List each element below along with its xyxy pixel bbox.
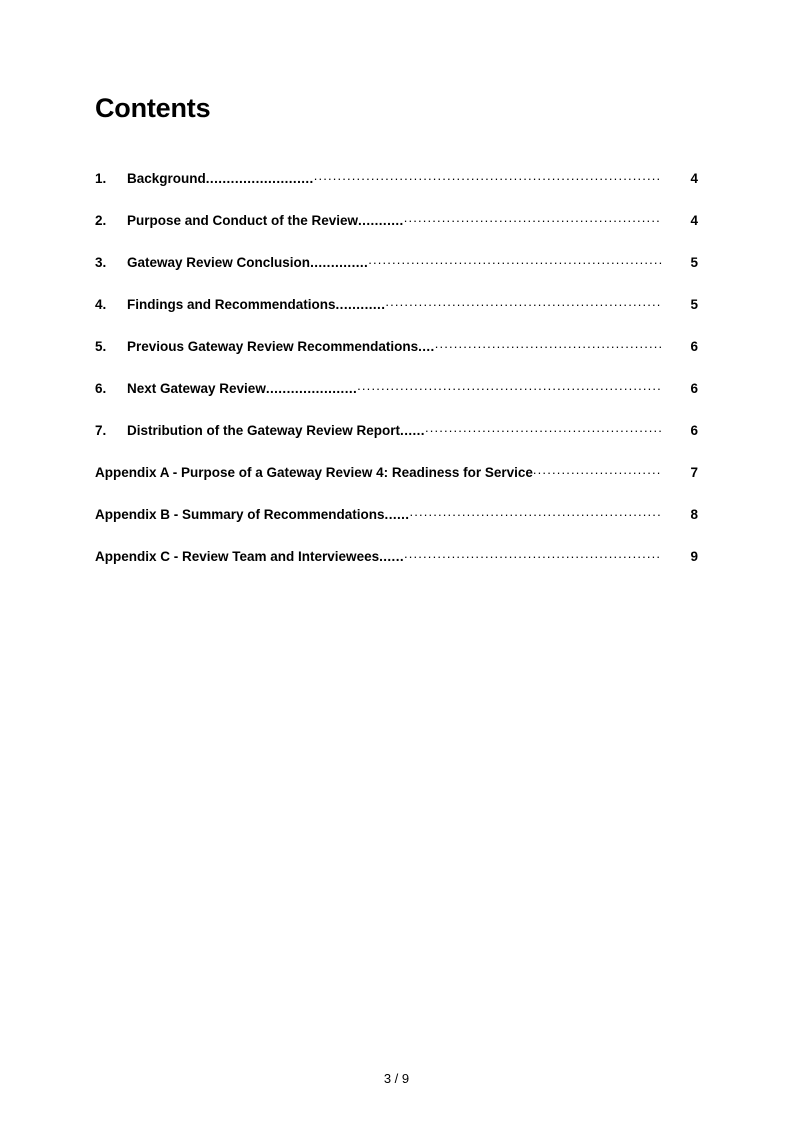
toc-entry-appendix[interactable] [95, 548, 698, 590]
toc-entry[interactable] [95, 338, 698, 380]
toc-entry-label: Purpose and Conduct of the Review [127, 213, 359, 228]
toc-entry[interactable] [95, 296, 698, 338]
toc-dot-leader [314, 170, 662, 183]
toc-entry-label: Distribution of the Gateway Review Report [127, 423, 401, 438]
toc-entry-number: 7. [95, 423, 107, 438]
toc-entry-number: 5. [95, 339, 107, 354]
toc-dot-leader [404, 548, 662, 561]
table-of-contents [95, 170, 698, 590]
toc-entry-page-number: 6 [690, 423, 698, 438]
toc-entry-label: Appendix C - Review Team and Interviewees [95, 549, 380, 564]
toc-entry-label: Previous Gateway Review Recommendations [127, 339, 419, 354]
toc-dot-leader [385, 296, 662, 309]
toc-entry-page-number: 5 [690, 255, 698, 270]
toc-entry[interactable] [95, 212, 698, 254]
toc-entry-page-number: 9 [690, 549, 698, 564]
toc-leader-lead: ...... [384, 507, 410, 522]
page-title: Contents [95, 93, 211, 123]
toc-dot-leader [409, 506, 662, 519]
toc-entry-label: Next Gateway Review [127, 381, 266, 396]
page-footer-indicator: 3 / 9 [383, 1071, 410, 1086]
toc-dot-leader [435, 338, 662, 351]
toc-leader-lead: ........... [358, 213, 404, 228]
toc-entry-appendix[interactable] [95, 464, 698, 506]
toc-entry-page-number: 6 [690, 339, 698, 354]
toc-entry-label: Appendix A - Purpose of a Gateway Review 4: Readiness for Service [95, 465, 533, 480]
toc-dot-leader [533, 464, 662, 477]
toc-dot-leader [425, 422, 662, 435]
toc-dot-leader [357, 380, 662, 393]
toc-entry-label: Gateway Review Conclusion [127, 255, 311, 270]
toc-entry-page-number: 7 [690, 465, 698, 480]
toc-entry-number: 6. [95, 381, 107, 396]
toc-entry-page-number: 4 [690, 171, 698, 186]
toc-leader-lead: ...................... [265, 381, 358, 396]
toc-entry-page-number: 6 [690, 381, 698, 396]
toc-leader-lead: ...... [400, 423, 425, 438]
toc-leader-lead: ...... [379, 549, 404, 564]
toc-entry-page-number: 8 [690, 507, 698, 522]
toc-entry[interactable] [95, 380, 698, 422]
toc-entry-page-number: 5 [690, 297, 698, 312]
toc-entry[interactable] [95, 422, 698, 464]
toc-dot-leader [404, 212, 662, 225]
toc-dot-leader [368, 254, 662, 267]
toc-entry-number: 4. [95, 297, 107, 312]
toc-entry-number: 3. [95, 255, 107, 270]
toc-leader-lead: ............ [335, 297, 386, 312]
toc-entry-label: Findings and Recommendations [127, 297, 336, 312]
toc-entry-label: Background [127, 171, 206, 186]
toc-entry-label: Appendix B - Summary of Recommendations [95, 507, 385, 522]
toc-entry-appendix[interactable] [95, 506, 698, 548]
toc-leader-lead: .......................... [205, 171, 314, 186]
toc-entry-number: 2. [95, 213, 107, 228]
toc-leader-lead: .............. [310, 255, 369, 270]
toc-leader-lead: .... [418, 339, 435, 354]
toc-entry-number: 1. [95, 171, 107, 186]
toc-entry-page-number: 4 [690, 213, 698, 228]
toc-entry[interactable] [95, 254, 698, 296]
toc-entry[interactable] [95, 170, 698, 212]
